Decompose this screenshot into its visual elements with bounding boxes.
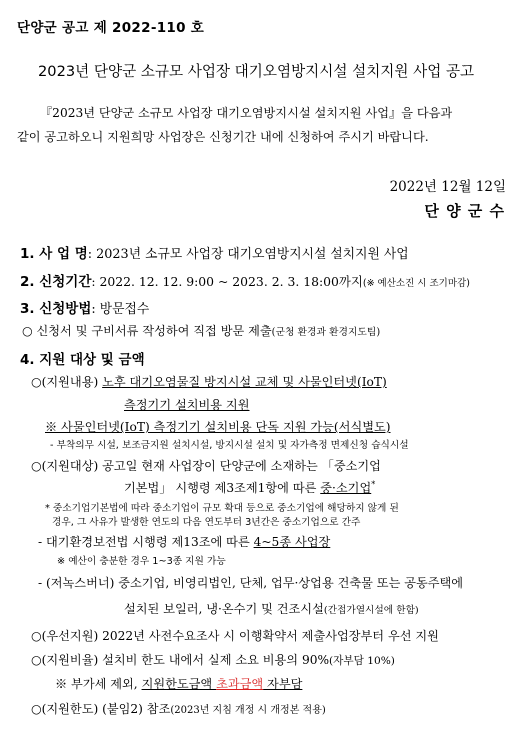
section-3-detail-note: (군청 환경과 환경지도팀)	[271, 327, 381, 338]
support-ratio	[31, 651, 395, 668]
support-target-text-1: 공고일 현재 사업장이 단양군에 소재하는 「중소기업	[102, 459, 381, 473]
iot-standalone-note: ※ 사물인터넷(IoT) 측정기기 설치비용 단독 지원 가능(서식별도)	[45, 420, 391, 434]
support-target-text-2a: 기본법」 시행령 제3조제1항에 따른	[124, 481, 321, 495]
intro-line-1: 『2023년 단양군 소규모 사업장 대기오염방지시설 설치지원 사업』을 다음과	[40, 106, 453, 120]
sme-note-line-2: 경우, 그 사유가 발생한 연도의 다음 연도부터 3년간은 중소기업으로 간주	[52, 517, 361, 528]
support-target-asterisk: *	[371, 479, 376, 489]
low-nox-burner-line-2	[124, 600, 419, 617]
section-3-detail	[22, 322, 380, 339]
env-law-note: ※ 예산이 충분한 경우 1~3종 지원 가능	[57, 556, 226, 567]
support-content-prefix: ○(지원내용)	[31, 375, 99, 389]
support-ratio-text: ○(지원비율) 설치비 한도 내에서 실제 소요 비용의 90%	[31, 653, 330, 667]
support-limit-note: (2023년 지침 개정 시 개정본 적용)	[170, 705, 326, 716]
support-limit	[31, 700, 326, 717]
low-nox-burner-text: 설치된 보일러, 냉·온수기 및 건조시설	[124, 602, 324, 616]
support-content-line-2: 측정기기 설치비용 지원	[124, 398, 250, 412]
env-law-text: - 대기환경보전법 시행령 제13조에 따른	[38, 535, 254, 549]
env-law-workplace	[38, 533, 330, 550]
support-target-sme: 중·소기업	[320, 481, 372, 495]
low-nox-burner-note: (간접가열시설에 한함)	[323, 605, 419, 616]
section-3-detail-text: ○ 신청서 및 구비서류 작성하여 직접 방문 제출	[22, 324, 272, 338]
section-4-label: 4. 지원 대상 및 금액	[20, 352, 145, 368]
support-limit-text: ○(지원한도) (붙임2) 참조	[31, 702, 171, 716]
vat-note	[55, 675, 302, 692]
priority-support: ○(우선지원) 2022년 사전수요조사 시 이행확약서 제출사업장부터 우선 지원	[31, 629, 439, 643]
vat-note-limit: 지원한도금액	[141, 677, 217, 691]
vat-note-text: ※ 부가세 제외,	[55, 677, 142, 691]
vat-note-excess: 초과금액	[216, 677, 264, 691]
low-nox-burner-line-1: - (저녹스버너) 중소기업, 비영리법인, 단체, 업무·상업용 건축물 또는 공동주택에	[38, 576, 464, 590]
section-3-value: : 방문접수	[91, 302, 150, 317]
support-content-line-1	[31, 373, 387, 390]
section-3-application-method	[20, 297, 149, 317]
support-target-line-1	[31, 457, 381, 474]
intro-line-2: 같이 공고하오니 지원희망 사업장은 신청기간 내에 신청하여 주시기 바랍니다.	[17, 130, 429, 144]
support-target-prefix: ○(지원대상)	[31, 459, 99, 473]
support-ratio-note: (자부담 10%)	[329, 655, 395, 667]
support-target-line-2	[124, 479, 375, 496]
section-2-value: : 2022. 12. 12. 9:00 ~ 2023. 2. 3. 18:00까지	[91, 274, 363, 289]
issuer-name: 단 양 군 수	[424, 202, 505, 220]
section-2-application-period	[20, 270, 470, 290]
section-2-label: 2. 신청기간	[20, 274, 92, 290]
section-2-note: (※ 예산소진 시 조기마감)	[362, 278, 470, 289]
support-content-text-1: 노후 대기오염물질 방지시설 교체 및 사물인터넷(IoT)	[102, 375, 387, 389]
section-1-value: : 2023년 소규모 사업장 대기오염방지시설 설치지원 사업	[87, 247, 409, 262]
vat-note-self: 자부담	[263, 677, 303, 691]
section-1-label: 1. 사 업 명	[20, 246, 88, 262]
announcement-date: 2022년 12월 12일	[389, 179, 506, 195]
env-law-workplace-class: 4~5종 사업장	[253, 535, 331, 549]
section-3-label: 3. 신청방법	[20, 301, 92, 317]
excluded-facilities-note: - 부착의무 시설, 보조금지원 설치시설, 방지시설 설치 및 자가측정 면제신청 습식시설	[50, 440, 409, 451]
page-title: 2023년 단양군 소규모 사업장 대기오염방지시설 설치지원 사업 공고	[38, 63, 475, 80]
document-number: 단양군 공고 제 2022-110 호	[17, 20, 205, 36]
section-1-project-name	[20, 242, 409, 262]
sme-note-line-1: * 중소기업기본법에 따라 중소기업이 규모 확대 등으로 중소기업에 해당하지 않게 된	[45, 503, 399, 514]
